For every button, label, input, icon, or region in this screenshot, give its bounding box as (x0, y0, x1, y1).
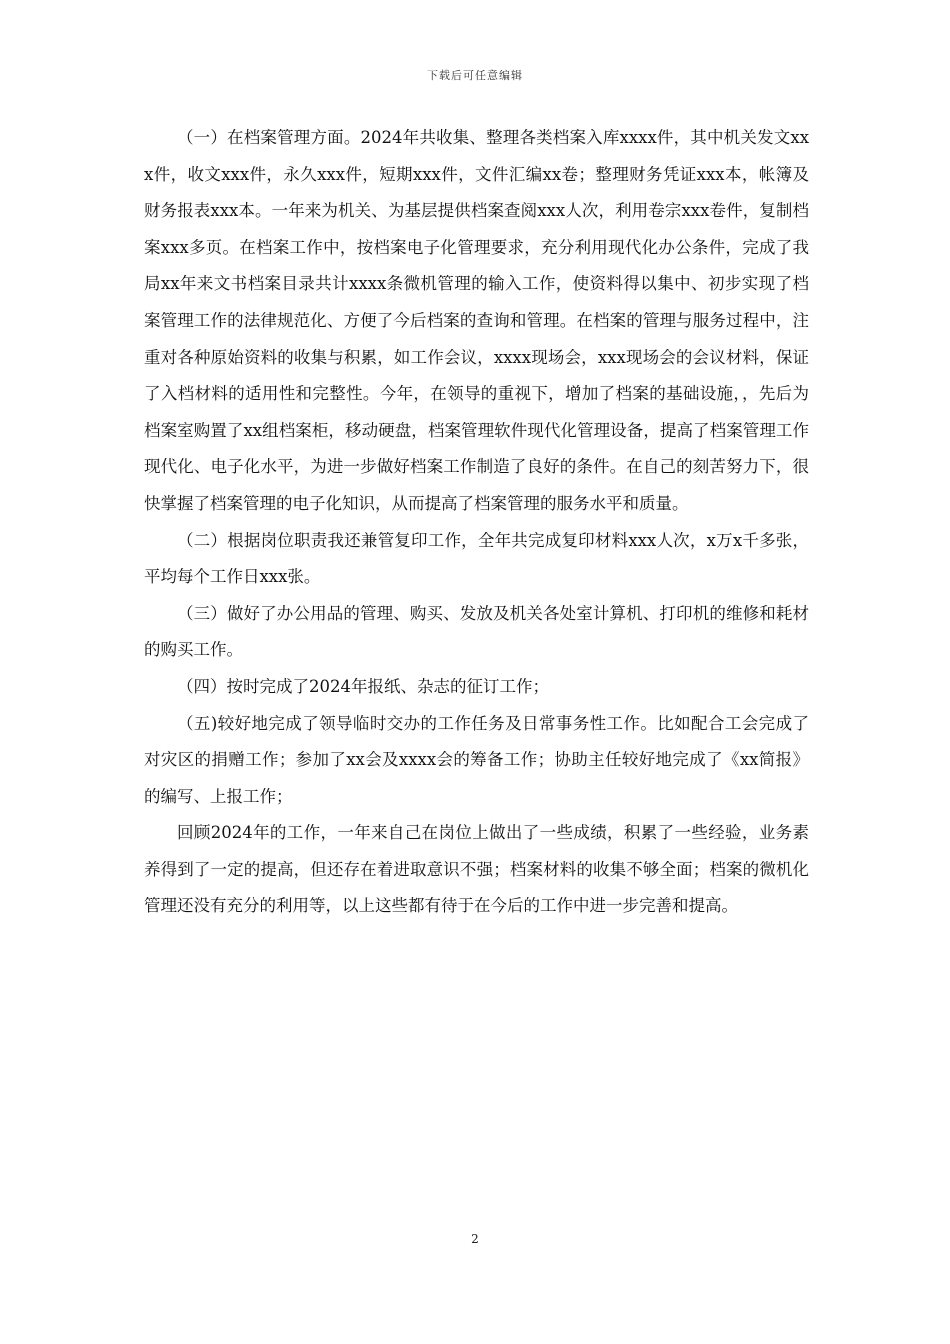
paragraph-subscriptions: （四）按时完成了2024年报纸、杂志的征订工作； (177, 676, 549, 696)
paragraph-review: 回顾2024年的工作，一年来自己在岗位上做出了一些成绩，积累了一些经验，业务素养得到了一定的提高，但还存在着进取意识不强；档案材料的收集不够全面；档案的微机化管理还没有充分的利用等，以上这些都有待于在今后的工作中进一步完善和提高。 (144, 823, 809, 916)
paragraph-office-supplies: （三）做好了办公用品的管理、购买、发放及机关各处室计算机、打印机的维修和耗材的购买工作。 (144, 603, 809, 660)
paragraph-temporary-tasks: （五)较好地完成了领导临时交办的工作任务及日常事务性工作。比如配合工会完成了对灾区的捐赠工作；参加了xx会及xxxx会的筹备工作；协助主任较好地完成了《xx简报》的编写、上报工作； (144, 713, 809, 806)
paragraph-archive-management: （一）在档案管理方面。2024年共收集、整理各类档案入库xxxx件，其中机关发文xxx件，收文xxx件，永久xxx件，短期xxx件，文件汇编xx卷；整理财务凭证xxx本，帐簿及财务报表xxx本。一年来为机关、为基层提供档案查阅xxx人次，利用卷宗xxx卷件，复制档案xxx多页。在档案工作中，按档案电子化管理要求，充分利用现代化办公条件，完成了我局xx年来文书档案目录共计xxxx条微机管理的输入工作，使资料得以集中、初步实现了档案管理工作的法律规范化、方便了今后档案的查询和管理。在档案的管理与服务过程中，注重对各种原始资料的收集与积累，如工作会议，xxxx现场会，xxx现场会的会议材料，保证了入档材料的适用性和完整性。今年，在领导的重视下，增加了档案的基础设施，，先后为档案室购置了xx组档案柜，移动硬盘，档案管理软件现代化管理设备，提高了档案管理工作现代化、电子化水平，为进一步做好档案工作制造了良好的条件。在自己的刻苦努力下，很快掌握了档案管理的电子化知识，从而提高了档案管理的服务水平和质量。 (144, 128, 809, 513)
page-number: 2 (471, 1232, 479, 1246)
paragraph-copying-work: （二）根据岗位职责我还兼管复印工作，全年共完成复印材料xxx人次，x万x千多张，平均每个工作日xxx张。 (144, 530, 809, 587)
document-body (144, 120, 809, 925)
page-header: 下载后可任意编辑 (427, 69, 523, 82)
